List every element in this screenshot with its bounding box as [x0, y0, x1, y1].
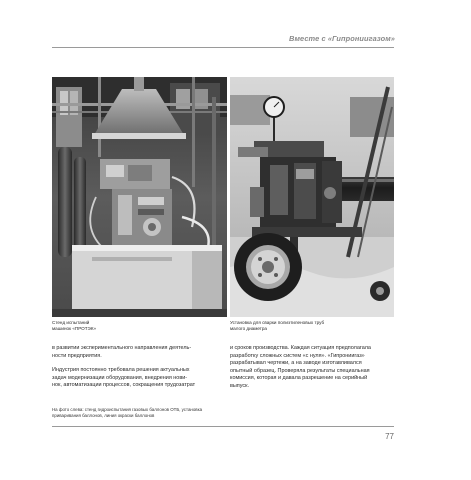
photo-caption-left	[52, 320, 142, 331]
text-line: комиссия, которая и давала разрешение на серийный	[230, 375, 368, 382]
text-line: и сроков производства. Каждая ситуация предполагала	[230, 345, 371, 351]
footnote-line: На фото слева: стенд гидроиспытания газовых баллонов ОТБ, установка	[52, 407, 203, 412]
text-line: нок, автоматизации процессов, сокращения трудозатрат	[52, 382, 196, 389]
text-line: ности предприятия.	[52, 352, 102, 359]
body-column-right	[230, 345, 394, 391]
text-line: Индустрия постоянно требовала решения актуальных	[52, 367, 190, 374]
running-header: Вместе с «Гипрониигазом»	[289, 34, 395, 43]
footnote-line: приваривания баллонов, линия окраски баллонов	[52, 412, 155, 418]
caption-line: Стенд испытаний	[52, 320, 90, 325]
text-line: в развитии экспериментального направления деятель-	[52, 345, 192, 351]
caption-line: Установка для сварки полиэтиленовых труб	[230, 320, 325, 325]
page-number: 77	[385, 432, 394, 441]
text-line: задач модернизации оборудования, внедрения нови-	[52, 374, 188, 381]
photo-test-stand-image	[52, 77, 227, 317]
header-rule	[52, 47, 394, 48]
text-line: разработку сложных систем «с нуля». «Гипрониигаз»	[230, 352, 365, 359]
text-line: выпуск.	[230, 382, 250, 389]
footer-rule	[52, 426, 394, 427]
text-line: опытный образец. Проверяла результаты специальная	[230, 367, 370, 374]
photo-footnote	[52, 407, 224, 418]
photo-welding-unit	[230, 77, 394, 317]
photo-test-stand	[52, 77, 227, 317]
photo-caption-right	[230, 320, 350, 331]
text-line: разрабатывал чертежи, а на заводе изготавливался	[230, 360, 362, 367]
caption-line: малого диаметра	[230, 325, 267, 331]
paragraph-gap	[52, 360, 222, 367]
body-column-left	[52, 345, 222, 390]
caption-line: машинок «ПРОТЭК»	[52, 325, 97, 331]
photo-welding-unit-image	[230, 77, 394, 317]
